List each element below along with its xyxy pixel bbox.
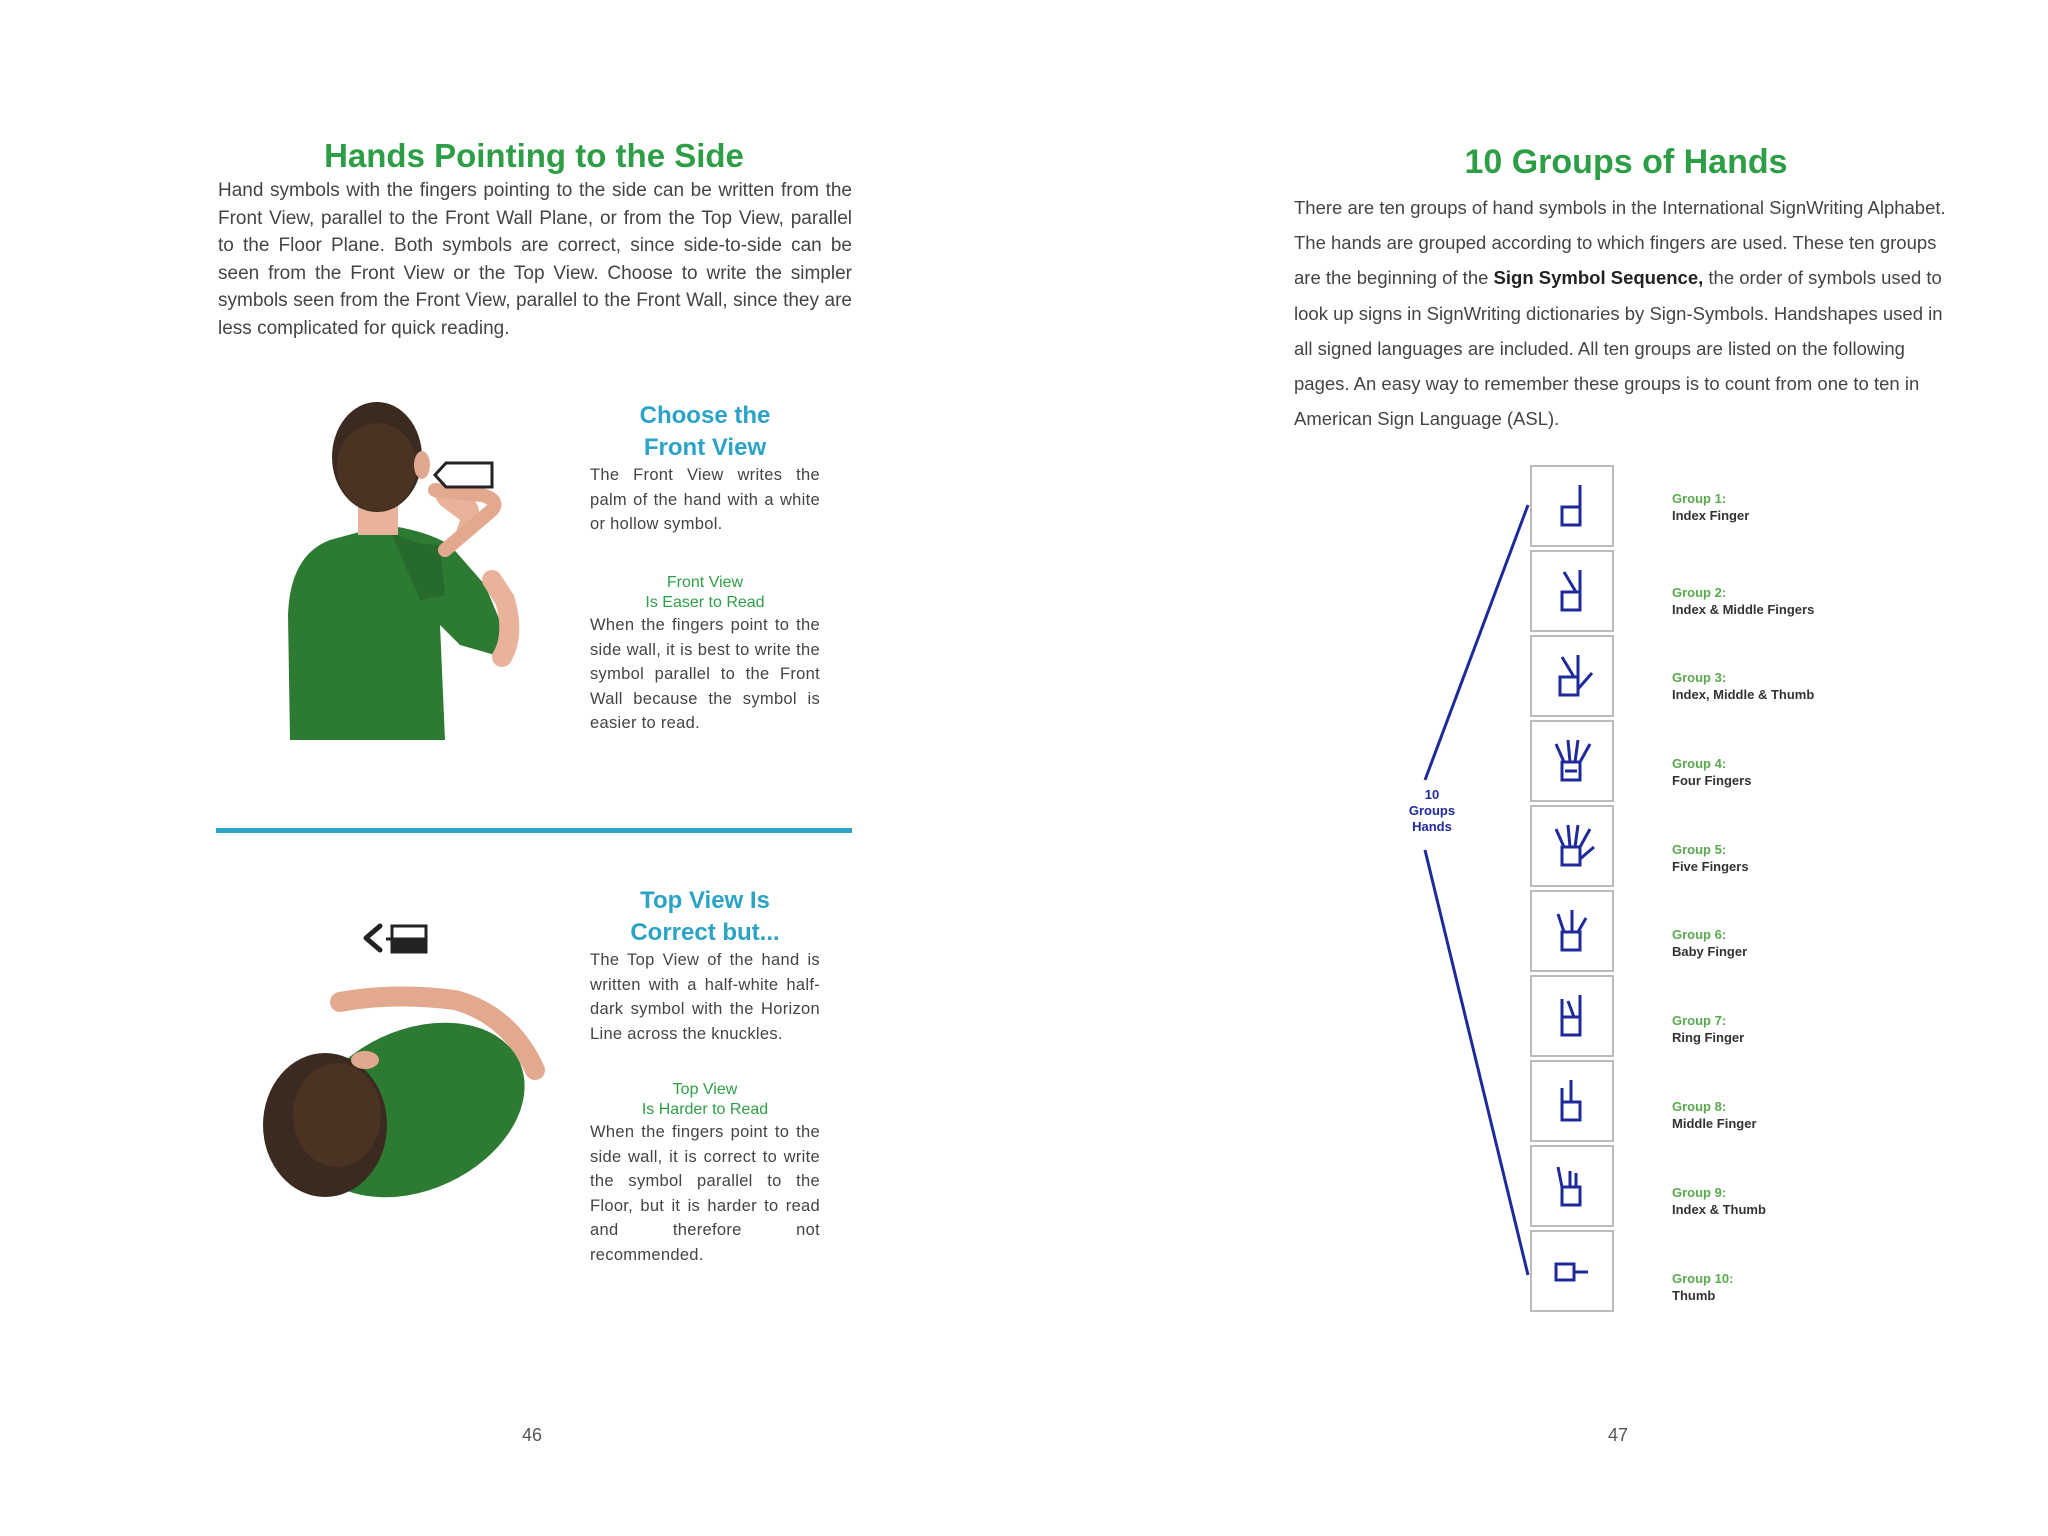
group-2-label: Group 2: Index & Middle Fingers <box>1672 585 1815 617</box>
group-8-label: Group 8: Middle Finger <box>1672 1099 1757 1131</box>
index-middle-hand-icon <box>1532 552 1612 630</box>
front-view-text: The Front View writes the palm of the hand with a white or hollow symbol. <box>590 466 820 533</box>
groups-center-label: 10 Groups Hands <box>1408 787 1456 834</box>
group-1-label: Group 1: Index Finger <box>1672 491 1750 523</box>
group-8-hand-symbol <box>1530 1060 1614 1142</box>
group-10-label: Group 10: Thumb <box>1672 1271 1734 1303</box>
top-view-subtext: When the fingers point to the side wall, it is correct to write the symbol parallel to the Floor, but it is harder to read and therefore not recommended. <box>590 1123 820 1264</box>
group-4-label: Group 4: Four Fingers <box>1672 756 1752 788</box>
group-7-hand-symbol <box>1530 975 1614 1057</box>
group-9-hand-symbol <box>1530 1145 1614 1227</box>
five-fingers-hand-icon <box>1532 807 1612 885</box>
group-5-hand-symbol <box>1530 805 1614 887</box>
index-finger-hand-icon <box>1532 467 1612 545</box>
ring-finger-hand-icon <box>1532 977 1612 1055</box>
four-fingers-hand-icon <box>1532 722 1612 800</box>
page-number-left: 46 <box>522 1425 543 1445</box>
index-middle-thumb-hand-icon <box>1532 637 1612 715</box>
group-1-hand-symbol <box>1530 465 1614 547</box>
baby-finger-hand-icon <box>1532 892 1612 970</box>
left-page-title: Hands Pointing to the Side <box>324 137 744 174</box>
group-6-hand-symbol <box>1530 890 1614 972</box>
right-page-title: 10 Groups of Hands <box>1464 143 1788 181</box>
group-3-label: Group 3: Index, Middle & Thumb <box>1672 670 1815 702</box>
page-number-right: 47 <box>1608 1425 1629 1445</box>
right-intro-text: There are ten groups of hand symbols in the International SignWriting Alphabet. The hands are grouped according to which fingers are used. These ten groups are the beginning of the Sign Symbol Sequence, the order of symbols used to look up signs in SignWriting dictionaries by Sign-Symbols. Handshapes used in all signed languages are included. All ten groups are listed on the following pages. An easy way to remember these groups is to count from one to ten in American Sign Language (ASL). <box>1294 197 1946 430</box>
front-view-title: Choose the Front View <box>639 402 771 461</box>
middle-finger-hand-icon <box>1532 1062 1612 1140</box>
group-4-hand-symbol <box>1530 720 1614 802</box>
index-thumb-hand-icon <box>1532 1147 1612 1225</box>
front-view-subtitle: Front View Is Easer to Read <box>645 574 765 611</box>
group-6-label: Group 6: Baby Finger <box>1672 927 1748 959</box>
group-10-hand-symbol <box>1530 1230 1614 1312</box>
group-2-hand-symbol <box>1530 550 1614 632</box>
group-5-label: Group 5: Five Fingers <box>1672 842 1749 874</box>
top-view-subtitle: Top View Is Harder to Read <box>641 1081 769 1118</box>
group-3-hand-symbol <box>1530 635 1614 717</box>
group-9-label: Group 9: Index & Thumb <box>1672 1185 1766 1217</box>
front-view-subtext: When the fingers point to the side wall, it is best to write the symbol parallel to the Front Wall because the symbol is easier to read. <box>590 616 820 732</box>
top-view-text: The Top View of the hand is written with a half-white half-dark symbol with the Horizon Line across the knuckles. <box>590 951 820 1043</box>
thumb-hand-icon <box>1532 1232 1612 1310</box>
group-7-label: Group 7: Ring Finger <box>1672 1013 1745 1045</box>
left-intro-text: Hand symbols with the fingers pointing to the side can be written from the Front View, parallel to the Front Wall Plane, or from the Top View, parallel to the Floor Plane. Both symbols are correct, since side-to-side can be seen from the Front View or the Top View. Choose to write the simpler symbols seen from the Front View, parallel to the Front Wall, since they are less complicated for quick reading. <box>218 180 852 339</box>
top-view-title: Top View Is Correct but... <box>630 887 780 946</box>
